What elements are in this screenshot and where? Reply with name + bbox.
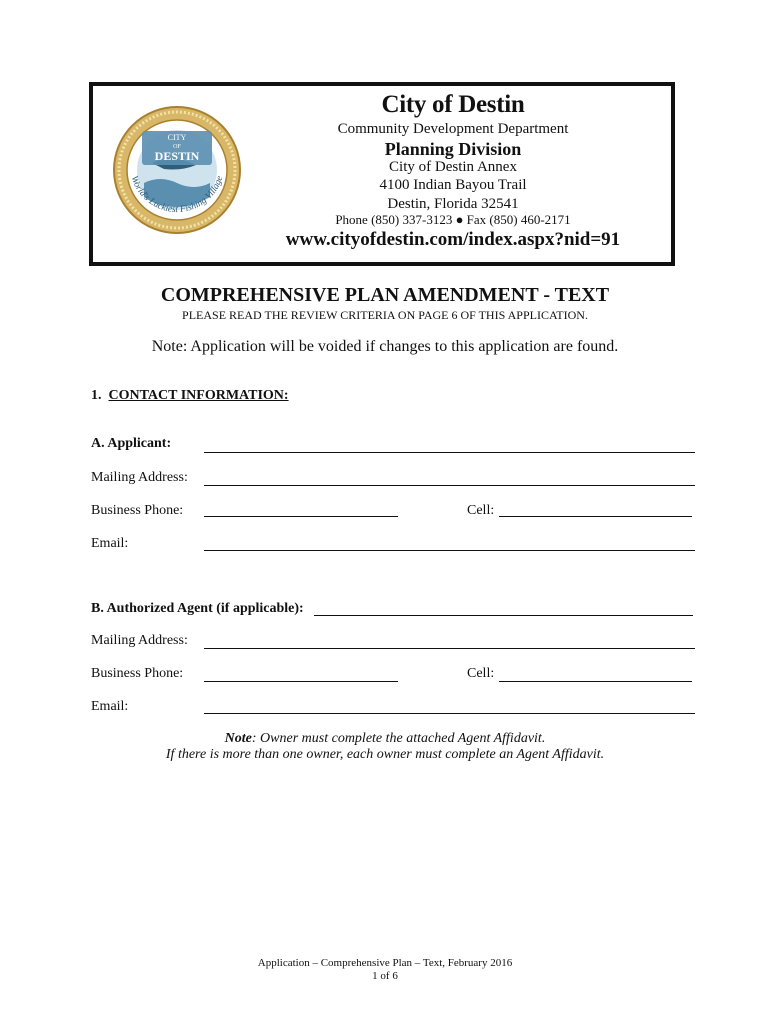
website-url[interactable]: www.cityofdestin.com/index.aspx?nid=91 <box>285 229 621 250</box>
agent-affidavit-note <box>0 731 770 763</box>
seal-ring-text: World's Luckiest Fishing Village <box>128 174 226 216</box>
agent-cell-label: Cell: <box>467 666 495 681</box>
agent-name-field[interactable] <box>314 615 693 616</box>
review-criteria-notice: PLEASE READ THE REVIEW CRITERIA ON PAGE 6 OF THIS APPLICATION. <box>182 308 588 322</box>
applicant-phone-field[interactable] <box>204 516 398 517</box>
applicant-mailing-field[interactable] <box>204 485 695 486</box>
seal-city-text: CITY <box>167 133 187 142</box>
agent-mailing-label: Mailing Address: <box>91 633 188 648</box>
applicant-email-label: Email: <box>91 536 129 551</box>
agent-note-text: : Owner must complete the attached Agent Affidavit. <box>251 731 546 746</box>
street-address: 4100 Indian Bayou Trail <box>379 177 527 193</box>
applicant-mailing-label: Mailing Address: <box>91 470 188 485</box>
agent-mailing-field[interactable] <box>204 648 695 649</box>
seal-of-text: OF <box>173 144 181 150</box>
city-title: City of Destin <box>381 91 525 118</box>
applicant-phone-label: Business Phone: <box>91 503 184 518</box>
page-footer <box>0 957 770 983</box>
seal-destin-text: DESTIN <box>154 149 200 163</box>
footer-document-title: Application – Comprehensive Plan – Text, February 2016 <box>257 957 513 969</box>
city-seal-logo <box>112 105 242 235</box>
form-title: COMPREHENSIVE PLAN AMENDMENT - TEXT <box>160 284 610 306</box>
agent-cell-field[interactable] <box>499 681 692 682</box>
agent-note-line-2: If there is more than one owner, each owner must complete an Agent Affidavit. <box>165 747 605 762</box>
agent-heading: B. Authorized Agent (if applicable): <box>91 601 304 616</box>
applicant-cell-field[interactable] <box>499 516 692 517</box>
agent-email-label: Email: <box>91 699 129 714</box>
annex-name: City of Destin Annex <box>389 159 517 175</box>
footer-page-number: 1 of 6 <box>372 970 398 982</box>
agent-email-field[interactable] <box>204 713 695 714</box>
city-state-zip: Destin, Florida 32541 <box>387 196 519 212</box>
applicant-heading: A. Applicant: <box>91 436 172 451</box>
agent-note-lead: Note <box>224 731 252 746</box>
division-name: Planning Division <box>384 139 522 159</box>
agent-phone-label: Business Phone: <box>91 666 184 681</box>
phone-fax: Phone (850) 337-3123 ● Fax (850) 460-2171 <box>335 212 571 227</box>
applicant-cell-label: Cell: <box>467 503 495 518</box>
section-title: CONTACT INFORMATION: <box>108 388 289 403</box>
section-number: 1. <box>91 388 102 403</box>
applicant-email-field[interactable] <box>204 550 695 551</box>
agent-phone-field[interactable] <box>204 681 398 682</box>
department-name: Community Development Department <box>337 121 569 137</box>
agent-note-line-1 <box>0 731 770 747</box>
void-notice: Note: Application will be voided if changes to this application are found. <box>151 338 619 355</box>
applicant-name-field[interactable] <box>204 452 695 453</box>
section-contact-information <box>91 388 289 404</box>
